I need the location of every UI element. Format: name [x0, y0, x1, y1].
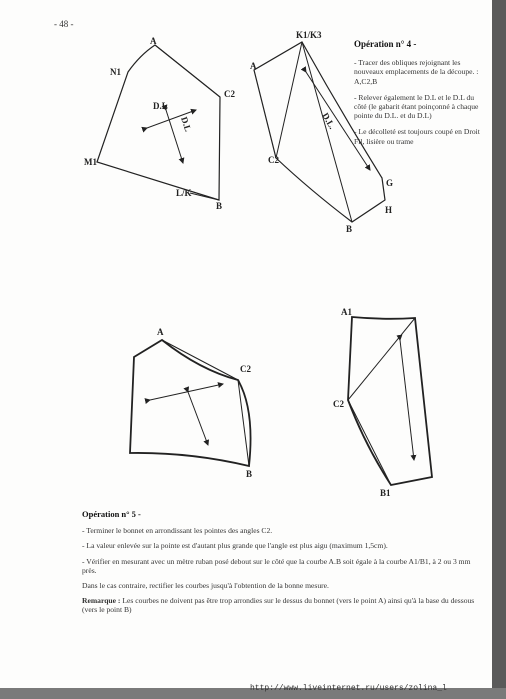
page-number: - 48 - — [54, 19, 74, 29]
operation-4-title: Opération n° 4 - — [354, 39, 417, 49]
fig1-label-dl2: D.L — [179, 115, 194, 133]
fig3-label-b: B — [246, 469, 253, 479]
operation-5-step-4: Dans le cas contraire, rectifier les courbes jusqu'à l'obtention de la bonne mesure. — [82, 581, 329, 591]
fig2-label-a: A — [250, 61, 257, 71]
fig4-label-b1: B1 — [380, 488, 391, 498]
fig2-label-g: G — [386, 178, 394, 188]
source-url: http://www.liveinternet.ru/users/zolina_l — [250, 684, 447, 693]
figure-3-piece — [130, 340, 251, 466]
fig1-label-dl1: D.L — [153, 101, 168, 111]
fig1-label-m1: M1 — [84, 157, 97, 167]
fig3-label-c2: C2 — [240, 364, 251, 374]
fig3-label-a: A — [157, 327, 164, 337]
remark-label: Remarque : — [82, 596, 121, 606]
fig2-label-b: B — [346, 224, 353, 234]
fig1-label-n1: N1 — [110, 67, 121, 77]
fig2-label-h: H — [385, 205, 393, 215]
operation-5-remark — [82, 596, 482, 614]
operation-4-step-1: - Tracer des obliques rejoignant les nouveaux emplacements de la découpe. : A,C2,B — [354, 58, 479, 86]
operation-5-title: Opération n° 5 - — [82, 509, 141, 519]
remark-text: Les courbes ne doivent pas être trop arrondies sur le dessus du bonnet (vers le point A) ainsi qu'à la base du dessous (vers le point B) — [82, 596, 475, 615]
operation-5-step-1: - Terminer le bonnet en arrondissant les pointes des angles C2. — [82, 526, 273, 536]
fig1-label-c2: C2 — [224, 89, 235, 99]
fig2-label-dl: D.L. — [320, 111, 338, 131]
operation-4-step-2: - Relever également le D.L et le D.L du côté (le gabarit étant poinçonné à chaque pointe du D.L. et du D.L) — [354, 92, 479, 121]
operation-5-step-2: - La valeur enlevée sur la pointe est d'autant plus grande que l'angle est plus aigu (maximum 1,5cm). — [82, 541, 388, 551]
fig1-label-b: B — [216, 201, 223, 211]
fig4-label-a1: A1 — [341, 307, 352, 317]
operation-4-step-3: - Le décolleté est toujours coupé en Droit Fil, lisière ou trame — [354, 127, 480, 146]
fig2-label-c2: C2 — [268, 155, 279, 165]
fig4-label-c2: C2 — [333, 399, 344, 409]
fig1-label-lk: L/K — [176, 188, 192, 198]
fig1-label-a: A — [150, 36, 157, 46]
operation-5-block — [82, 510, 482, 621]
operation-4-block — [354, 40, 488, 153]
operation-5-step-3: - Vérifier en mesurant avec un mètre ruban posé debout sur le côté que la courbe A.B soit égale à la courbe A1/B1, à 2 ou 3 mm près. — [82, 556, 471, 575]
fig2-label-k1k3: K1/K3 — [296, 30, 322, 40]
figure-4-piece — [348, 317, 432, 485]
